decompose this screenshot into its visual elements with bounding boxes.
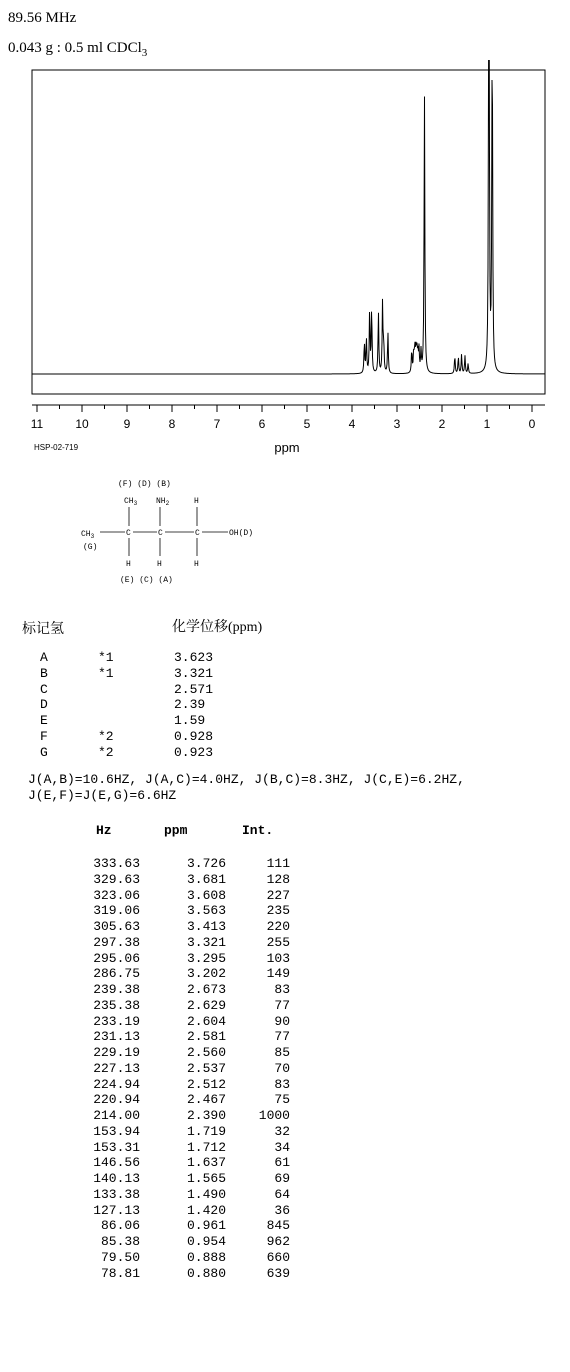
- sample-info: [8, 40, 147, 59]
- peak-hz: 227.13: [93, 1060, 140, 1076]
- assignment-label: B: [40, 665, 48, 681]
- peak-hz: 333.63: [93, 856, 140, 871]
- peak-hz: 235.38: [93, 997, 140, 1013]
- peak-hz: 224.94: [93, 1076, 140, 1092]
- structure-top-labels: (F) (D) (B): [118, 480, 171, 489]
- assignment-label: E: [40, 713, 48, 729]
- peak-hz: 295.06: [93, 950, 140, 966]
- structure-carbon-c: C: [158, 529, 163, 538]
- peak-ppm: 2.629: [186, 997, 226, 1013]
- assignment-shift: 2.39: [174, 697, 206, 713]
- structure-g-label: (G): [83, 543, 98, 552]
- x-tick-label: 4: [348, 417, 356, 431]
- peak-hz: 146.56: [93, 1155, 140, 1171]
- structure-h-b: H: [194, 497, 199, 506]
- structure-bottom-labels: (E) (C) (A): [120, 576, 173, 585]
- assignment-shift: 0.928: [174, 729, 214, 744]
- assignment-label: F: [40, 729, 48, 744]
- peak-intensity: 85: [274, 1045, 290, 1060]
- assignment-shift: 1.59: [174, 713, 206, 729]
- peak-hz: 140.13: [93, 1171, 140, 1186]
- peak-ppm: 0.954: [186, 1234, 226, 1249]
- x-tick-label: 9: [123, 417, 131, 431]
- peak-intensity: 83: [274, 1076, 290, 1092]
- peak-ppm: 3.563: [186, 903, 226, 919]
- peak-intensity: 220: [266, 919, 290, 934]
- assignment-shift: 0.923: [174, 744, 214, 760]
- structure-ch3-f: $CH_3$: [124, 497, 138, 507]
- peak-ppm: 2.467: [186, 1092, 226, 1108]
- structure-h-a: H: [194, 560, 199, 569]
- peak-intensity: 90: [274, 1013, 290, 1029]
- x-tick-label: 7: [213, 417, 221, 431]
- peak-ppm: 3.608: [186, 887, 226, 903]
- peak-hz: 214.00: [93, 1108, 140, 1123]
- peak-ppm: 0.961: [186, 1218, 226, 1234]
- peak-ppm: 1.490: [186, 1186, 226, 1202]
- peak-intensity: 845: [266, 1218, 290, 1234]
- peak-ppm: 0.880: [186, 1265, 226, 1281]
- peak-ppm: 2.512: [186, 1076, 226, 1092]
- peak-intensity: 962: [266, 1234, 290, 1249]
- x-tick-label: 8: [168, 417, 176, 431]
- assignment-label: C: [40, 681, 48, 697]
- peak-hz: 78.81: [100, 1265, 140, 1281]
- peak-intensity: 103: [266, 950, 290, 966]
- x-tick-label: 10: [75, 417, 89, 431]
- peak-intensity: 77: [274, 1029, 290, 1045]
- peak-ppm: 2.581: [186, 1029, 226, 1045]
- molecular-structure: [70, 472, 300, 594]
- peak-hz: 319.06: [93, 903, 140, 919]
- x-tick-label: 0: [528, 417, 536, 431]
- peak-intensity: 64: [274, 1186, 290, 1202]
- assignment-header-label: 标记氢: [22, 622, 64, 637]
- nmr-spectrum-chart: [0, 60, 570, 455]
- assignment-note: *1: [98, 665, 114, 681]
- peak-hz: 329.63: [93, 871, 140, 887]
- peak-ppm: 1.712: [186, 1139, 226, 1155]
- structure-carbon-e: C: [126, 529, 131, 538]
- peak-hz: 233.19: [93, 1013, 140, 1029]
- x-tick-label: 11: [30, 417, 44, 431]
- coupling-constants-line2: J(E,F)=J(E,G)=6.6HZ: [28, 788, 177, 803]
- peak-ppm: 1.637: [186, 1155, 226, 1171]
- peak-ppm: 3.726: [186, 856, 226, 871]
- coupling-constants-line1: J(A,B)=10.6HZ, J(A,C)=4.0HZ, J(B,C)=8.3HZ, J(C,E)=6.2HZ,: [28, 772, 465, 787]
- peak-ppm: 1.719: [186, 1123, 226, 1139]
- peak-intensity: 111: [266, 856, 290, 871]
- x-tick-label: 6: [258, 417, 266, 431]
- peak-ppm: 2.390: [186, 1108, 226, 1123]
- peak-hz: 153.31: [93, 1139, 140, 1155]
- peak-ppm: 3.202: [186, 966, 226, 982]
- x-axis-ticks: [31, 405, 536, 431]
- peak-ppm: 2.673: [186, 982, 226, 997]
- x-tick-label: 2: [438, 417, 446, 431]
- sample-subscript: 3: [141, 47, 148, 59]
- peak-hz: 305.63: [93, 919, 140, 934]
- peak-hz: 229.19: [93, 1045, 140, 1060]
- peak-intensity: 83: [274, 982, 290, 997]
- peak-ppm: 3.413: [186, 919, 226, 934]
- peak-hz: 286.75: [93, 966, 140, 982]
- peak-hz: 133.38: [93, 1186, 140, 1202]
- peak-intensity: 255: [266, 934, 290, 950]
- structure-h-c: H: [157, 560, 162, 569]
- peak-intensity: 75: [274, 1092, 290, 1108]
- assignment-shift: 2.571: [174, 681, 214, 697]
- spectrum-code: HSP-02-719: [34, 443, 79, 452]
- peak-ppm: 3.681: [186, 871, 226, 887]
- peak-hz: 86.06: [100, 1218, 140, 1234]
- peak-intensity: 128: [266, 871, 290, 887]
- structure-oh: OH(D): [229, 529, 254, 538]
- assignment-shift: 3.623: [174, 650, 214, 665]
- peak-intensity: 1000: [258, 1108, 290, 1123]
- assignment-header-shift: 化学位移(ppm): [172, 620, 263, 635]
- peak-ppm: 1.420: [186, 1202, 226, 1218]
- assignment-note: *2: [98, 744, 114, 760]
- peak-intensity: 77: [274, 997, 290, 1013]
- assignment-label: D: [40, 697, 48, 713]
- peak-hz: 127.13: [93, 1202, 140, 1218]
- peak-intensity: 34: [274, 1139, 290, 1155]
- peak-intensity: 639: [266, 1265, 290, 1281]
- peak-hz: 153.94: [93, 1123, 140, 1139]
- peak-table-header-int: Int.: [242, 823, 274, 838]
- peak-intensity: 36: [274, 1202, 290, 1218]
- peak-hz: 220.94: [93, 1092, 140, 1108]
- peak-ppm: 1.565: [186, 1171, 226, 1186]
- structure-ch3-g: $CH_3$: [81, 530, 95, 540]
- spectrometer-frequency: 89.56 MHz: [8, 10, 77, 26]
- peak-intensity: 235: [266, 903, 290, 919]
- peak-hz: 231.13: [93, 1029, 140, 1045]
- peak-hz: 323.06: [93, 887, 140, 903]
- peak-ppm: 3.321: [186, 934, 226, 950]
- spectrum-trace: [32, 60, 545, 374]
- x-tick-label: 3: [393, 417, 401, 431]
- peak-intensity: 149: [266, 966, 290, 982]
- x-tick-label: 1: [483, 417, 491, 431]
- peak-table-header-ppm: ppm: [164, 823, 188, 838]
- peak-intensity: 660: [266, 1249, 290, 1265]
- peak-hz: 79.50: [100, 1249, 140, 1265]
- peak-ppm: 2.604: [186, 1013, 226, 1029]
- sample-text: 0.043 g : 0.5 ml CDCl: [8, 40, 142, 56]
- peak-intensity: 227: [266, 887, 290, 903]
- plot-frame: [32, 70, 545, 394]
- peak-hz: 239.38: [93, 982, 140, 997]
- peak-intensity: 69: [274, 1171, 290, 1186]
- assignment-note: *2: [98, 729, 114, 744]
- structure-h-e: H: [126, 560, 131, 569]
- peak-intensity: 70: [274, 1060, 290, 1076]
- peak-hz: 85.38: [100, 1234, 140, 1249]
- structure-nh2: $NH_2$: [156, 497, 170, 507]
- x-tick-label: 5: [303, 417, 311, 431]
- structure-carbon-a: C: [195, 529, 200, 538]
- assignment-label: G: [40, 744, 48, 760]
- peak-ppm: 2.537: [186, 1060, 226, 1076]
- peak-table-header-hz: Hz: [96, 823, 112, 838]
- peak-intensity: 61: [274, 1155, 290, 1171]
- assignment-shift: 3.321: [174, 665, 214, 681]
- peak-ppm: 0.888: [186, 1249, 226, 1265]
- peak-ppm: 2.560: [186, 1045, 226, 1060]
- peak-hz: 297.38: [93, 934, 140, 950]
- peak-intensity: 32: [274, 1123, 290, 1139]
- x-axis-label: ppm: [274, 440, 300, 455]
- assignment-label: A: [40, 650, 48, 665]
- peak-ppm: 3.295: [186, 950, 226, 966]
- assignment-note: *1: [98, 650, 114, 665]
